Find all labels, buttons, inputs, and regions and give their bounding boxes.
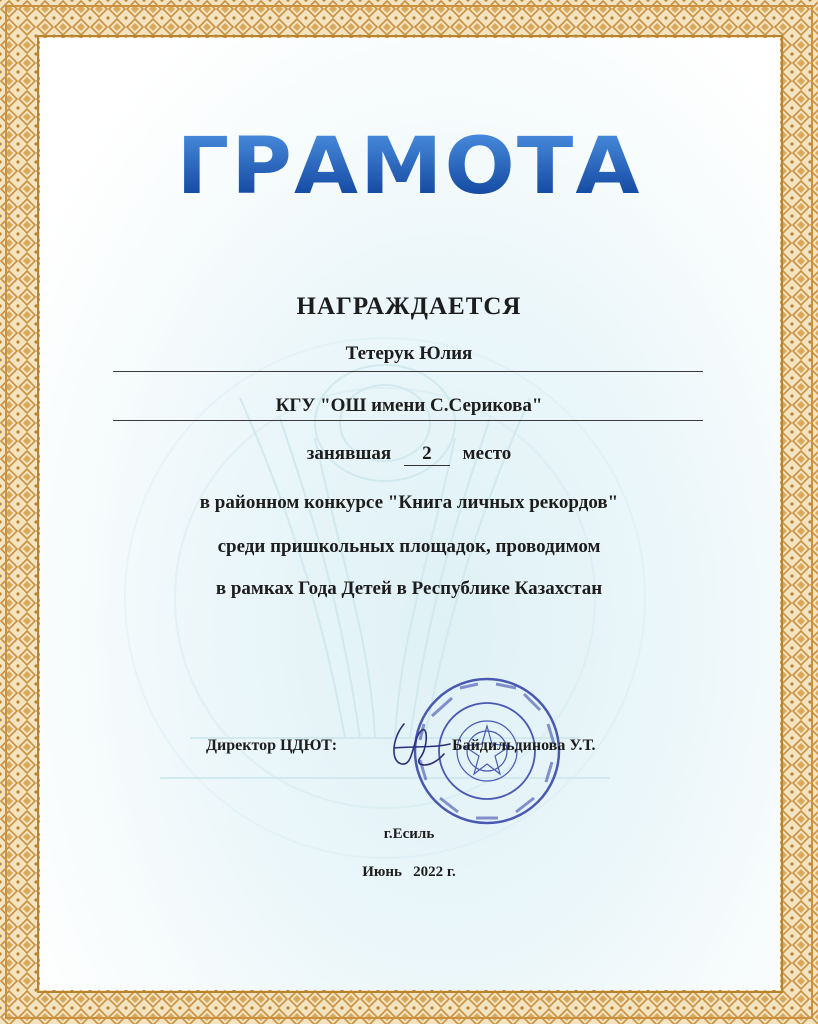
place-number: 2 (404, 443, 450, 466)
certificate-title: ГРАМОТА (0, 128, 818, 206)
school-name: КГУ "ОШ имени С.Серикова" (275, 395, 543, 416)
city: г.Есиль (383, 826, 435, 842)
contest-line-3: в рамках Года Детей в Республике Казахстан (215, 578, 603, 599)
director-signature (384, 718, 454, 776)
director-name: Байдильдинова У.Т. (452, 737, 596, 754)
awarded-heading: НАГРАЖДАЕТСЯ (296, 293, 522, 320)
place-before-text: занявшая (306, 443, 392, 464)
director-label: Директор ЦДЮТ: (206, 737, 338, 754)
recipient-name: Тетерук Юлия (345, 343, 473, 364)
contest-line-1: в районном конкурсе "Книга личных рекордов" (199, 492, 619, 513)
contest-line-2: среди пришкольных площадок, проводимом (217, 536, 601, 557)
issue-date: Июнь 2022 г. (362, 864, 456, 880)
school-underline (113, 420, 703, 421)
place-after-text: место (462, 443, 512, 464)
recipient-underline (113, 371, 703, 372)
place-line (0, 443, 818, 466)
